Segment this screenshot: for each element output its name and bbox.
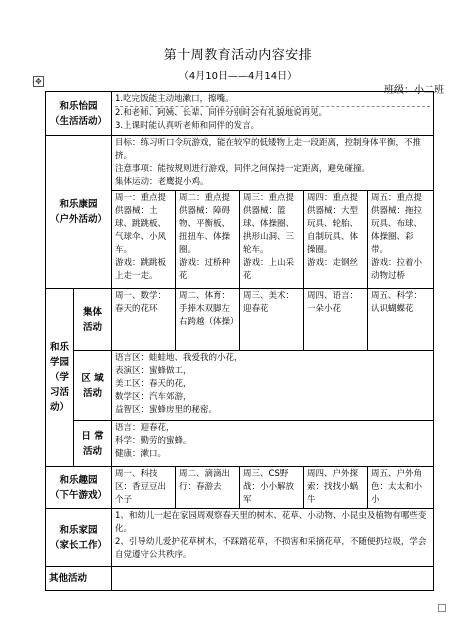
play-day-thu: 周四、户外探索：找找小蜗牛	[304, 467, 368, 509]
row-play	[46, 467, 434, 509]
life-line-1: 1.吃完饭能主动地漱口，擦嘴。	[115, 93, 430, 107]
row-learning-group	[46, 289, 434, 351]
life-line-3: 3.上课时能认真听老师和同伴的发言。	[115, 121, 260, 131]
learning-day-mon: 周一、数学：春天的花环	[112, 289, 176, 351]
row-outdoor-info	[46, 136, 434, 191]
table-move-handle-icon[interactable]: ✥	[33, 76, 44, 87]
label-area-activity: 区 域 活动	[74, 351, 112, 421]
table-resize-handle-icon[interactable]	[438, 604, 446, 612]
row-learning-area	[46, 351, 434, 421]
schedule-table	[45, 91, 434, 591]
play-day-mon: 周一、科技区：香豆豆出个子	[112, 467, 176, 509]
outdoor-day-fri: 周五：重点提供器械：拖拉玩具、布球、体操圈、彩带。 游戏：拉着小动物过桥	[368, 191, 434, 289]
class-label: 班级：小二班	[384, 85, 444, 96]
learning-day-thu: 周四、语言：一朵小花	[304, 289, 368, 351]
learning-day-tue: 周二、体育：手捧木双脚左右跨越（体操）	[176, 289, 240, 351]
header-life: 和乐怡园 （生活活动）	[46, 92, 112, 136]
header-play: 和乐趣园 （下午游戏）	[46, 467, 112, 509]
learning-day-wed: 周三、美术：迎春花	[240, 289, 304, 351]
area-line-4: 数学区：汽车郊游，	[115, 392, 192, 402]
label-group-activity: 集体 活动	[74, 289, 112, 351]
outdoor-group: 集体运动：老鹰捉小鸡。	[115, 177, 209, 187]
outdoor-goal: 目标：练习听口令玩游戏，能在较窄的低矮物上走一段距离，控制身体平衡，不推挤。	[115, 138, 422, 161]
play-day-tue: 周二、滴滴出行：春游去	[176, 467, 240, 509]
play-day-wed: 周三、CS野战：小小解放军	[240, 467, 304, 509]
daily-content	[112, 421, 434, 467]
daily-line-3: 健康：漱口。	[115, 449, 167, 459]
area-line-5: 益智区：蜜蜂房里的秘密。	[115, 405, 218, 415]
label-daily-activity: 日 常 活动	[74, 421, 112, 467]
header-outdoor: 和乐康园 （户外活动）	[46, 136, 112, 289]
life-content	[112, 92, 434, 136]
outdoor-info	[112, 136, 434, 191]
page-title: 第十周教育活动内容安排	[163, 48, 313, 63]
play-day-fri: 周五、户外角色：太太和小小	[368, 467, 434, 509]
area-line-1: 语言区：蛙蛙地、我爱我的小花，	[115, 353, 243, 363]
learning-day-fri: 周五、科学：认识蝴蝶花	[368, 289, 434, 351]
header-other: 其他活动	[46, 567, 112, 591]
home-line-1: 1、和幼儿一起在家园周观察春天里的树木、花草、小动物、小昆虫及植物有哪些变化。	[115, 511, 427, 534]
daily-line-1: 语言：迎春花，	[115, 423, 175, 433]
home-content	[112, 509, 434, 567]
row-life	[46, 92, 434, 136]
area-line-2: 表演区：蜜蜂做工，	[115, 366, 192, 376]
row-home	[46, 509, 434, 567]
outdoor-day-wed: 周三：重点提供器械：篮球、体操圈、拱形山洞、三轮车。 游戏：上山采花	[240, 191, 304, 289]
header-home: 和乐家园 （家长工作）	[46, 509, 112, 567]
row-other	[46, 567, 434, 591]
area-line-3: 美工区：春天的花，	[115, 379, 192, 389]
outdoor-caution: 注意事项：能按规则进行游戏，同伴之间保持一定距离，避免碰撞。	[115, 164, 371, 174]
daily-line-2: 科学：勤劳的蜜蜂。	[115, 436, 192, 446]
area-content	[112, 351, 434, 421]
date-range: （4月10日——4月14日）	[178, 71, 298, 82]
row-learning-daily	[46, 421, 434, 467]
life-line-2: 2.和老师、阿姨、长辈、同伴分别时会有礼貌地说再见。	[115, 108, 328, 118]
other-content	[112, 567, 434, 591]
outdoor-day-thu: 周四：重点提供器械：大型玩具、轮胎、自制玩具、体操圈。 游戏：走钢丝	[304, 191, 368, 289]
outdoor-day-tue: 周二：重点提供器械：障碍物、平衡板、扭扭车、体操圈。 游戏：过桥种花	[176, 191, 240, 289]
home-line-2: 2、引导幼儿爱护花草树木，不踩踏花草，不损害和采摘花草，不随便扔垃圾，学会自觉遵守公共秩序。	[115, 537, 427, 560]
outdoor-day-mon: 周一：重点提供器械：土球、跳跳板、气球伞、小风车。 游戏：跳跳板上走一走。	[112, 191, 176, 289]
header-learning: 和乐学园 （学习活动）	[46, 289, 74, 467]
